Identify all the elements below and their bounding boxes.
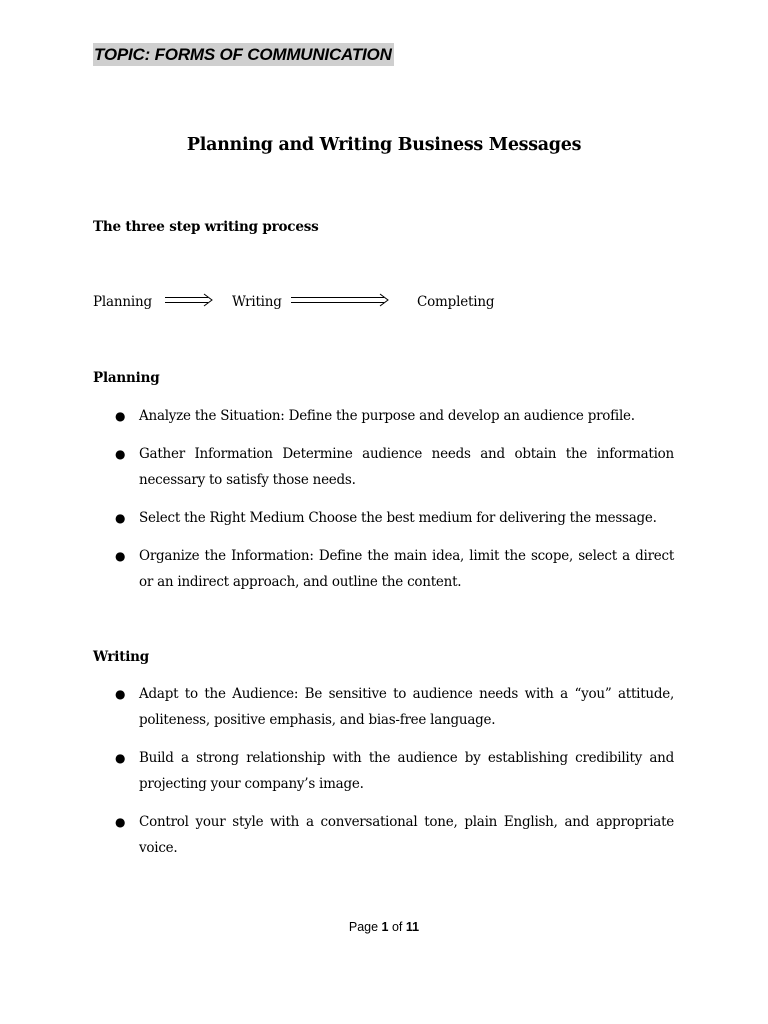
list-item xyxy=(93,441,674,493)
list-item-text: Gather Information Determine audience needs and obtain the information necessary to satisfy those needs. xyxy=(139,446,674,488)
topic-header: TOPIC: FORMS OF COMMUNICATION xyxy=(94,45,392,64)
bullet-icon: ● xyxy=(115,751,126,765)
double-arrow-icon xyxy=(164,293,214,307)
list-item xyxy=(93,681,674,733)
list-item xyxy=(93,505,674,531)
bullet-icon: ● xyxy=(115,447,126,461)
list-item xyxy=(93,745,674,797)
list-item-text: Organize the Information: Define the main idea, limit the scope, select a direct or an indirect approach, and outline the content. xyxy=(139,548,674,590)
list-item-text: Control your style with a conversational tone, plain English, and appropriate voice. xyxy=(139,814,674,856)
list-item-text: Select the Right Medium Choose the best medium for delivering the message. xyxy=(139,510,657,526)
flow-step-writing: Writing xyxy=(232,294,282,310)
flow-step-completing: Completing xyxy=(417,294,495,310)
footer-total-pages: 11 xyxy=(405,920,420,934)
double-arrow-icon xyxy=(290,293,390,307)
footer-of-word: of xyxy=(391,920,403,934)
list-item-text: Adapt to the Audience: Be sensitive to audience needs with a “you” attitude, politeness, positive emphasis, and bias-free language. xyxy=(139,686,674,728)
footer-current-page: 1 xyxy=(381,920,389,934)
writing-heading: Writing xyxy=(93,649,150,665)
list-item xyxy=(93,809,674,861)
list-item-text: Analyze the Situation: Define the purpose and develop an audience profile. xyxy=(139,408,635,424)
page-footer xyxy=(0,918,768,936)
flow-step-planning: Planning xyxy=(93,294,152,310)
process-heading: The three step writing process xyxy=(93,219,319,235)
planning-heading: Planning xyxy=(93,370,160,386)
writing-list xyxy=(93,681,674,873)
list-item xyxy=(93,543,674,595)
footer-page-word: Page xyxy=(348,920,379,934)
planning-list xyxy=(93,403,674,607)
bullet-icon: ● xyxy=(115,687,126,701)
bullet-icon: ● xyxy=(115,815,126,829)
bullet-icon: ● xyxy=(115,549,126,563)
page-title: Planning and Writing Business Messages xyxy=(186,135,582,155)
list-item xyxy=(93,403,674,429)
bullet-icon: ● xyxy=(115,409,126,423)
list-item-text: Build a strong relationship with the audience by establishing credibility and projecting your company’s image. xyxy=(139,750,674,792)
bullet-icon: ● xyxy=(115,511,126,525)
